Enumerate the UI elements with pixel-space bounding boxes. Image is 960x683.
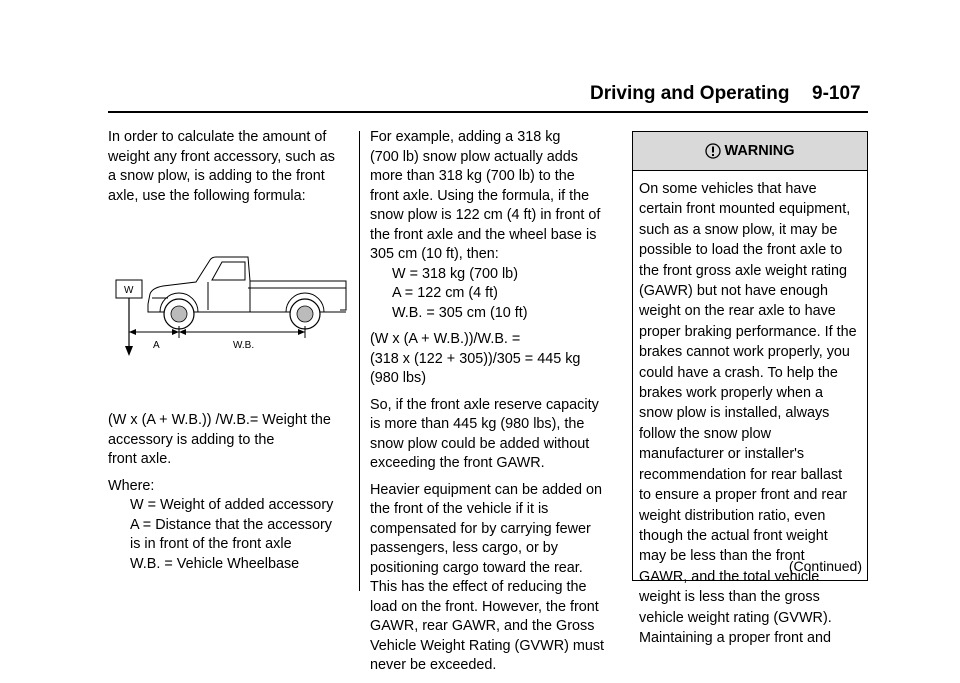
- where-label: Where:: [108, 477, 155, 494]
- a-arrow-left: [129, 329, 136, 335]
- calc-paragraph: (W x (A + W.B.))/W.B. = (318 x (122 + 305))/305 = 445 kg (980 lbs): [370, 331, 581, 386]
- wb-label: W.B.: [233, 340, 255, 351]
- truck-load-diagram: [108, 238, 353, 363]
- definition-wb: W.B. = Vehicle Wheelbase: [130, 555, 300, 572]
- wb-arrow-left: [179, 329, 186, 335]
- left-column-lower: [108, 411, 353, 581]
- w-label: W: [124, 285, 134, 296]
- continued-label: (Continued): [788, 558, 862, 574]
- conclusion-paragraph: So, if the front axle reserve capacity is more than 445 kg (980 lbs), the snow plow could be added without exceeding the front GAWR.: [370, 396, 599, 471]
- header-rule: [108, 111, 868, 113]
- section-title: Driving and Operating: [590, 83, 790, 104]
- w-arrow-head: [125, 346, 133, 356]
- heavy-equipment-paragraph: Heavier equipment can be added on the front of the vehicle if it is compensated for by carrying fewer passengers, less cargo, or by positioning cargo toward the rear. This has the effect of reducing the load on the front. However, the front GAWR, rear GAWR, and the Gross Vehicle Weight Rating (GVWR) must never be exceeded.: [370, 481, 605, 673]
- column-divider: [359, 131, 360, 591]
- a-label: A: [153, 340, 160, 351]
- a-arrow-right: [172, 329, 179, 335]
- truck-diagram-svg: [108, 238, 353, 363]
- value-a: A = 122 cm (4 ft): [392, 285, 498, 301]
- example-paragraph: For example, adding a 318 kg (700 lb) snow plow actually adds more than 318 kg (700 lb) to the front axle. Using the formula, if the snow plow is 122 cm (4 ft) in front of the front axle and the wheel base is 305 cm (10 ft), then:: [370, 129, 601, 262]
- intro-paragraph: In order to calculate the amount of weight any front accessory, such as a snow plow, is adding to the front axle, use the following formula:: [108, 129, 335, 204]
- value-wb: W.B. = 305 cm (10 ft): [392, 304, 528, 321]
- warning-icon: [705, 143, 721, 159]
- warning-title: WARNING: [724, 143, 795, 159]
- value-w: W = 318 kg (700 lb): [392, 265, 518, 282]
- middle-column: [370, 128, 622, 683]
- formula-paragraph: (W x (A + W.B.)) /W.B.= Weight the accessory is adding to the front axle.: [108, 412, 331, 467]
- page-number: 9-107: [812, 83, 861, 104]
- warning-body: On some vehicles that have certain front mounted equipment, such as a snow plow, it may be possible to load the front axle to the front gross axle weight rating (GAWR) but not have enough weight on the rear axle to have proper braking performance. If the brakes cannot work properly, you could have a crash. To help the brakes work properly when a snow plow is installed, always follow the snow plow manufacturer or installer's recommendation for rear ballast to ensure a proper front and rear weight distribution ratio, even though the actual front weight may be less than the front GAWR, and the total vehicle weight is less than the gross vehicle weight rating (GVWR). Maintaining a proper front and: [639, 181, 857, 646]
- definition-a: A = Distance that the accessory is in front of the front axle: [130, 516, 332, 552]
- wb-arrow-right: [298, 329, 305, 335]
- rear-wheel: [290, 299, 320, 329]
- front-wheel: [164, 299, 194, 329]
- dimension-line: [129, 326, 305, 338]
- definition-w: W = Weight of added accessory: [130, 497, 334, 513]
- left-column: [108, 128, 353, 213]
- warning-box: [632, 131, 868, 646]
- warning-header: [633, 132, 867, 171]
